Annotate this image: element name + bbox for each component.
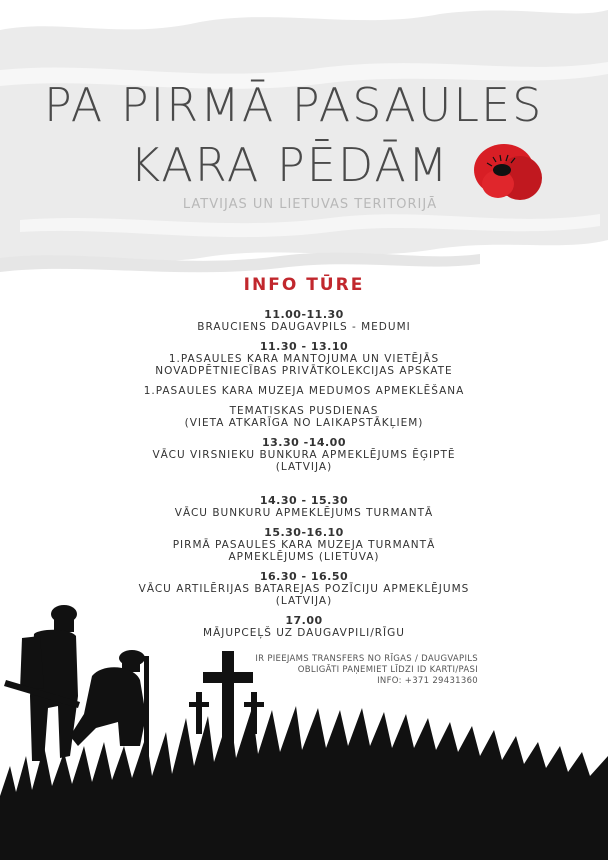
entry-text: (VIETA ATKARĪGA NO LAIKAPSTĀKĻIEM) <box>184 417 424 429</box>
transfer-info-note <box>240 654 478 687</box>
entry-text: VĀCU BUNKURU APMEKLĒJUMS TURMANTĀ <box>174 507 434 519</box>
entry-time: 17.00 <box>285 614 323 627</box>
info-title: INFO TŪRE <box>243 275 365 295</box>
note-line: OBLIGĀTI PAŅEMIET LĪDZI ID KARTI/PASI <box>297 665 478 675</box>
entry-text: 1.PASAULES KARA MUZEJA MEDUMOS APMEKLĒŠANA <box>143 385 465 397</box>
schedule-entry <box>110 437 498 473</box>
schedule-entry <box>110 309 498 333</box>
schedule-entry <box>110 405 498 429</box>
schedule-entry <box>110 527 498 563</box>
entry-text: APMEKLĒJUMS (LIETUVA) <box>228 551 380 563</box>
entry-text: TEMATISKAS PUSDIENAS <box>229 405 379 417</box>
entry-time: 11.30 - 13.10 <box>259 340 349 353</box>
entry-text: 1.PASAULES KARA MANTOJUMA UN VIETĒJĀS NOVADPĒTNIECĪBAS PRIVĀTKOLEKCIJAS APSKATE <box>155 353 453 377</box>
entry-text: (LATVIJA) <box>275 461 333 473</box>
schedule-entry <box>110 495 498 519</box>
entry-time: 16.30 - 16.50 <box>259 570 349 583</box>
soldiers-silhouette-scene <box>0 596 608 860</box>
title-line-1: PA PIRMĀ PASAULES <box>44 78 544 132</box>
kneeling-soldier-icon <box>70 650 149 756</box>
entry-time: 15.30-16.10 <box>264 526 344 539</box>
entry-text: PIRMĀ PASAULES KARA MUZEJA TURMANTĀ <box>172 539 436 551</box>
note-line: IR PIEEJAMS TRANSFERS NO RĪGAS / DAUGVAPILS <box>255 654 478 664</box>
entry-text: (LATVIJA) <box>275 595 333 607</box>
entry-time: 14.30 - 15.30 <box>259 494 349 507</box>
standing-soldier-icon <box>4 605 80 761</box>
entry-text: VĀCU ARTILĒRIJAS BATAREJAS POZĪCIJU APMEKLĒJUMS <box>138 583 470 595</box>
poppy-flower-icon <box>468 136 548 206</box>
entry-time: 11.00-11.30 <box>264 308 344 321</box>
entry-time: 13.30 -14.00 <box>262 436 346 449</box>
schedule-entry <box>110 385 498 397</box>
subtitle: LATVIJAS UN LIETUVAS TERITORIJĀ <box>182 197 438 212</box>
entry-text: VĀCU VIRSNIEKU BUNKURA APMEKLĒJUMS ĒĢIPTĒ <box>152 449 456 461</box>
entry-text: MĀJUPCEĻŠ UZ DAUGAVPILI/RĪGU <box>203 627 405 639</box>
entry-text: BRAUCIENS DAUGAVPILS - MEDUMI <box>197 321 411 333</box>
schedule-entry <box>110 341 498 377</box>
note-phone: INFO: +371 29431360 <box>377 676 478 686</box>
title-line-2: KARA PĒDĀM <box>130 138 450 192</box>
